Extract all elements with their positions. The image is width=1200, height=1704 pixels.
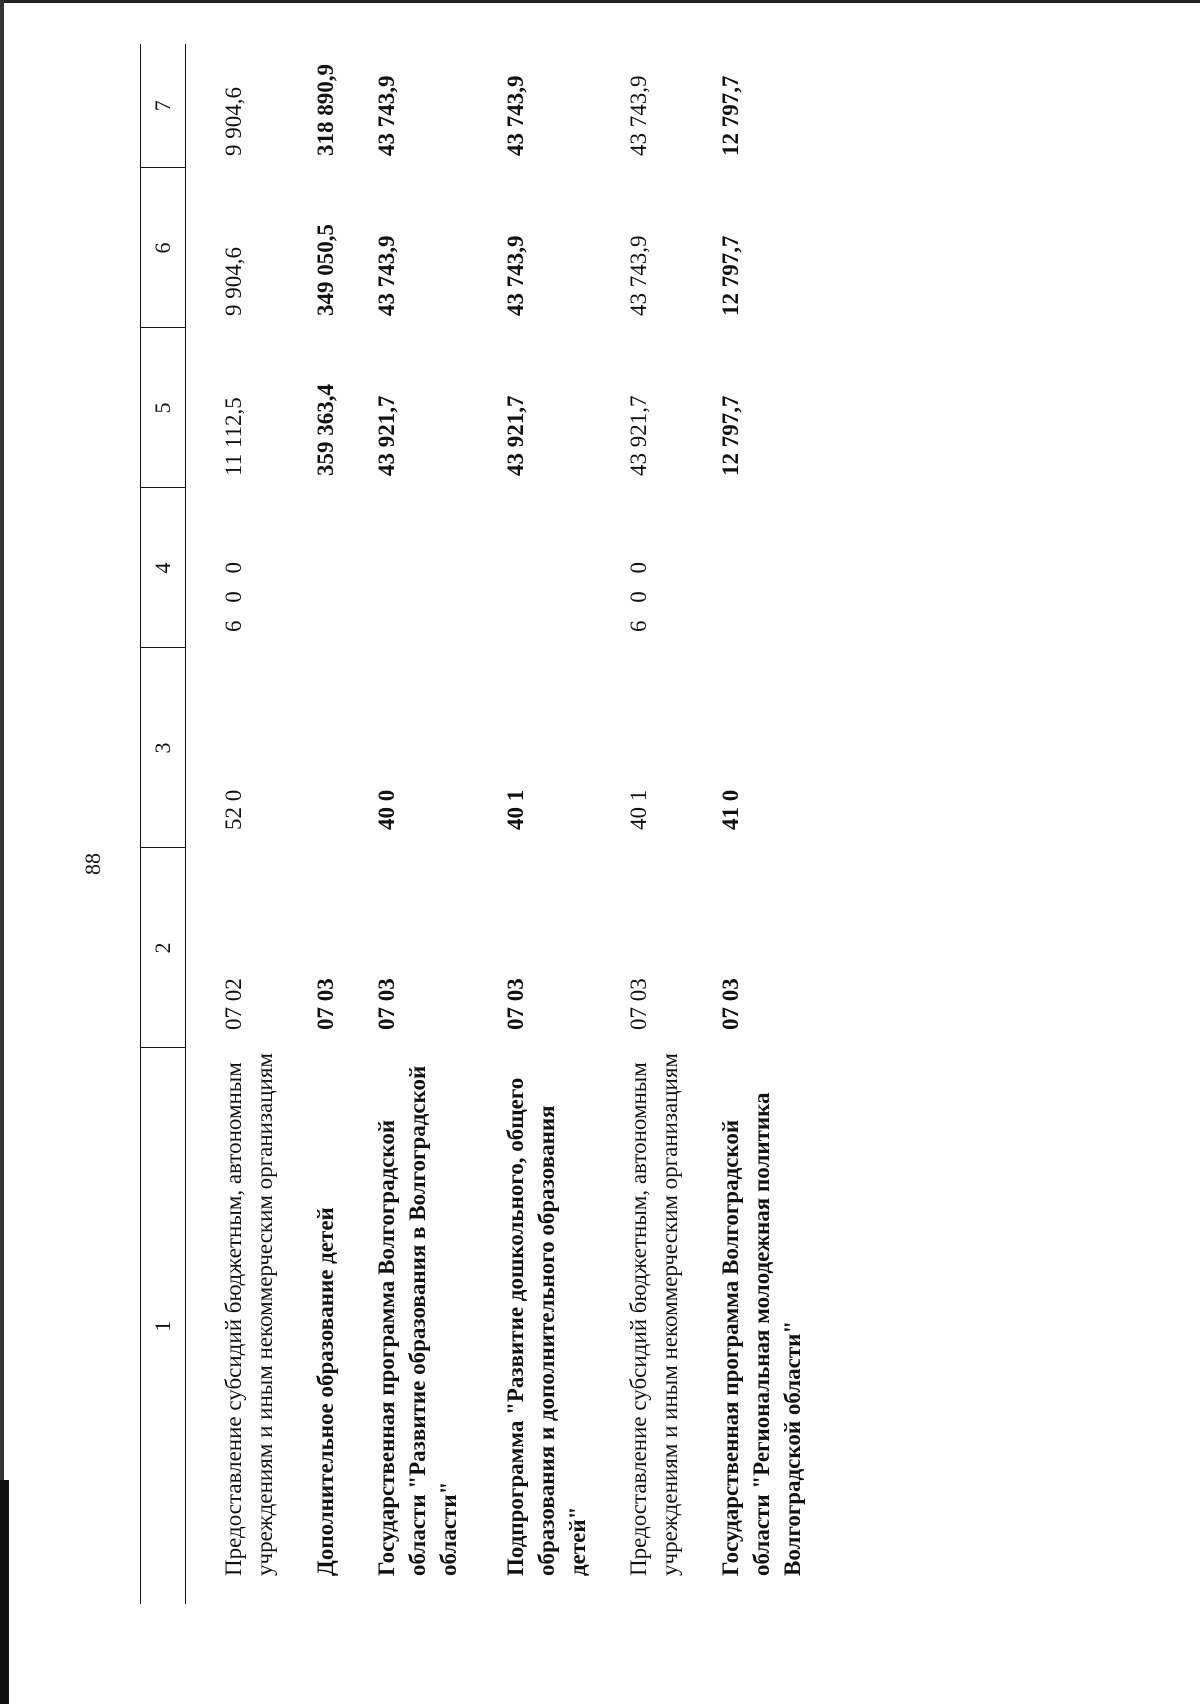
scan-edge-left-bottom <box>0 1480 9 1704</box>
row-expense-type <box>280 488 341 648</box>
row-program: 40 1 <box>626 789 651 830</box>
column-header-3: 3 <box>141 648 186 848</box>
row-section: 07 02 <box>221 978 246 1030</box>
budget-table <box>140 44 808 1604</box>
column-header-7: 7 <box>141 44 186 168</box>
row-col7: 43 743,9 <box>626 75 651 156</box>
page-number: 88 <box>80 853 105 875</box>
row-program: 41 0 <box>718 789 743 830</box>
row-col6: 9 904,6 <box>221 247 246 316</box>
row-col7: 12 797,7 <box>718 75 743 156</box>
table-row <box>280 44 341 1604</box>
row-name: Государственная программа Волгоградской области "Региональная молодежная политика Волгоградской области" <box>718 1092 805 1576</box>
row-name: Предоставление субсидий бюджетным, автономным учреждениям и иным некоммерческим организациям <box>221 1053 277 1576</box>
row-expense-type: 6 0 0 <box>221 556 246 632</box>
row-expense-type <box>685 488 808 648</box>
row-col6: 349 050,5 <box>313 224 338 316</box>
row-section: 07 03 <box>718 978 743 1030</box>
table-row <box>341 44 464 1604</box>
column-header-4: 4 <box>141 488 186 648</box>
row-col6: 43 743,9 <box>626 235 651 316</box>
row-col6: 43 743,9 <box>374 235 399 316</box>
row-program <box>280 648 341 848</box>
row-section: 07 03 <box>626 978 651 1030</box>
row-name: Подпрограмма "Развитие дошкольного, общего образования и дополнительного образования детей" <box>503 1077 590 1576</box>
row-col5: 43 921,7 <box>503 395 528 476</box>
row-expense-type <box>464 488 593 648</box>
column-header-6: 6 <box>141 168 186 328</box>
table-row <box>464 44 593 1604</box>
row-program: 40 0 <box>374 789 399 830</box>
row-section: 07 03 <box>313 978 338 1030</box>
row-col6: 43 743,9 <box>503 235 528 316</box>
row-section: 07 03 <box>374 978 399 1030</box>
table-header-row <box>141 44 186 1604</box>
row-col5: 12 797,7 <box>718 395 743 476</box>
row-expense-type: 6 0 0 <box>626 556 651 632</box>
row-program: 40 1 <box>503 789 528 830</box>
table-row <box>593 44 685 1604</box>
row-col6: 12 797,7 <box>718 235 743 316</box>
row-col5: 359 363,4 <box>313 384 338 476</box>
row-col7: 318 890,9 <box>313 64 338 156</box>
row-name: Дополнительное образование детей <box>313 1207 338 1576</box>
row-expense-type <box>341 488 464 648</box>
row-name: Государственная программа Волгоградской области "Развитие образования в Волгоградской области" <box>374 1065 461 1576</box>
column-header-5: 5 <box>141 328 186 488</box>
column-header-2: 2 <box>141 848 186 1048</box>
row-col7: 43 743,9 <box>503 75 528 156</box>
row-col5: 43 921,7 <box>626 395 651 476</box>
row-col7: 9 904,6 <box>221 87 246 156</box>
row-col7: 43 743,9 <box>374 75 399 156</box>
scan-edge-top <box>0 0 1200 3</box>
row-col5: 43 921,7 <box>374 395 399 476</box>
row-section: 07 03 <box>503 978 528 1030</box>
column-header-1: 1 <box>141 1048 186 1604</box>
row-col5: 11 112,5 <box>221 397 246 476</box>
row-program: 52 0 <box>221 789 246 830</box>
table-row <box>685 44 808 1604</box>
rotated-page <box>40 64 1120 1664</box>
table-row <box>186 44 281 1604</box>
scan-edge-left <box>0 0 4 1704</box>
row-name: Предоставление субсидий бюджетным, автономным учреждениям и иным некоммерческим организациям <box>626 1053 682 1576</box>
